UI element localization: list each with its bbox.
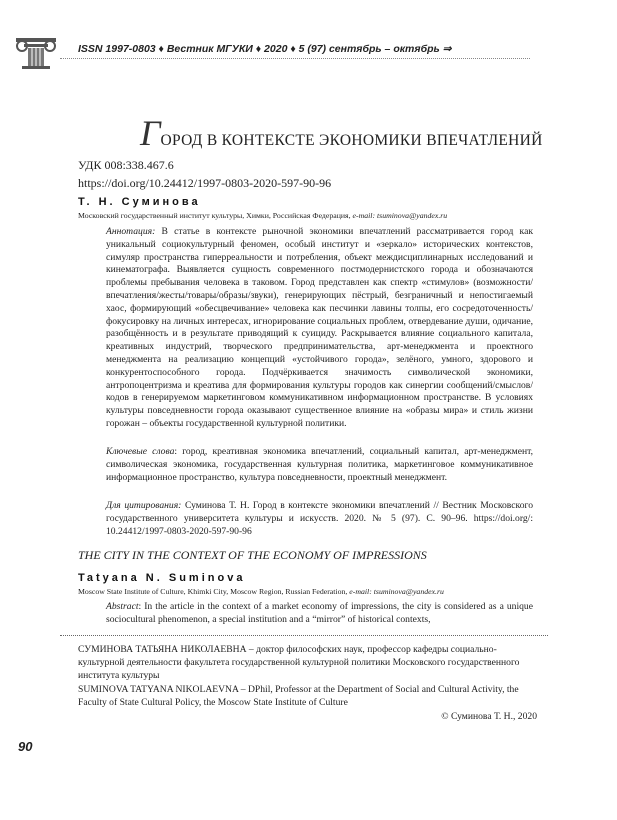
page-number: 90 [18, 739, 33, 754]
abstract-en-label: Abstract [106, 601, 139, 612]
bio-ru: СУМИНОВА ТАТЬЯНА НИКОЛАЕВНА – доктор философских наук, профессор кафедры социально-культурной деятельности факультета государственной культурной политики Московского государственного института культуры [78, 644, 520, 681]
udc: УДК 008:338.467.6 [78, 158, 174, 172]
affiliation-en-text: Moscow State Institute of Culture, Khimki City, Moscow Region, Russian Federation, [78, 587, 350, 596]
keywords-text: : город, креативная экономика впечатлений, социальный капитал, арт-менеджмент, символическая экономика, государственная культурная политика, маркетинговое коммуникативное информационное пространство, культура повседневности, проектный менеджмент. [106, 446, 533, 483]
abstract-en-text: : In the article in the context of a market economy of impressions, the city is considered as a unique sociocultural phenomenon, a special institution and a “mirror” of historical contexts, [106, 601, 533, 625]
header-divider [60, 58, 530, 59]
citation [106, 500, 533, 538]
journal-logo [14, 34, 58, 70]
title-rest: ОРОД В КОНТЕКСТЕ ЭКОНОМИКИ ВПЕЧАТЛЕНИЙ [160, 132, 543, 149]
abstract-en [106, 601, 533, 627]
keywords-label: Ключевые слова [106, 446, 175, 457]
bio-en: SUMINOVA TATYANA NIKOLAEVNA – DPhil, Professor at the Department of Social and Cultural Activity, the Faculty of State Cultural Policy, the Moscow State Institute of Culture [78, 684, 519, 708]
abstract-label: Аннотация: [106, 226, 156, 237]
citation-text: Суминова Т. Н. Город в контексте экономики впечатлений // Вестник Московского государственного университета культуры и искусств. 2020. № 5 (97). С. 90–96. https://doi.org/: 10.24412/1997-0803-2020-597-90-96 [106, 500, 533, 537]
author-ru: Т. Н. Суминова [78, 196, 201, 208]
author-en: Tatyana N. Suminova [78, 572, 246, 584]
ionic-column-icon [14, 34, 58, 70]
keywords [106, 446, 533, 484]
abstract-text: В статье в контексте рыночной экономики впечатлений рассматривается город как уникальный социокультурный феномен, особый институт и «зеркало» исторических контекстов, симуляр пространства гиперреальности и потребления, объект междисциплинарных исследований и кинематографа. Выявляется сущность современного постмодернистского города и обозначаются проблемы пребывания человека в таковом. Город представлен как спектр «стимулов» (возможности/впечатления/жесты/товары/образы/звуки), генерирующих пёстрый, безграничный и непостигаемый хаос, формирующий «обесцвечивание» человека как песчинки лавины толпы, его сосредоточенность/фокусировку на личных интересах, игнорирование социальных проблем, отвердевание души, одичание, разобщённость и в результате приводящий к суициду. Раскрывается влияние социального капитала, креативных индустрий, творческого предпринимательства, арт-менеджмента и проектного менеджмента на реализацию концепций «устойчивого города», зелёного, умного, здорового и конкурентоспособного города. Подчёркивается значимость символической экономики, антропоцентризма и креатива для формирования культуры городов как синергии сообщений/смыслов/кодов в генерируемом маркетинговом коммуникативном информационном пространстве. В условиях культуры повседневности города оказывают существенное влияние на «образы мира» и стиль жизни горожан – объекты государственной культурной политики. [106, 226, 533, 429]
title-initial: Г [140, 113, 161, 153]
email-en[interactable]: e-mail: tsuminova@yandex.ru [349, 587, 444, 596]
affiliation-ru [78, 211, 447, 220]
footnote-divider [60, 635, 548, 636]
citation-label: Для цитирования: [106, 500, 182, 511]
email-ru[interactable]: e-mail: tsuminova@yandex.ru [352, 211, 448, 220]
doi[interactable]: https://doi.org/10.24412/1997-0803-2020-597-90-96 [78, 176, 332, 190]
article-title [140, 112, 543, 154]
affiliation-ru-text: Московский государственный институт культуры, Химки, Российская Федерация, [78, 211, 353, 220]
copyright: © Суминова Т. Н., 2020 [441, 711, 537, 722]
abstract-ru [106, 226, 533, 431]
journal-header: ISSN 1997-0803 ♦ Вестник МГУКИ ♦ 2020 ♦ 5 (97) сентябрь – октябрь ⇒ [78, 43, 452, 55]
title-en: THE CITY IN THE CONTEXT OF THE ECONOMY OF IMPRESSIONS [78, 548, 427, 562]
affiliation-en [78, 587, 444, 596]
